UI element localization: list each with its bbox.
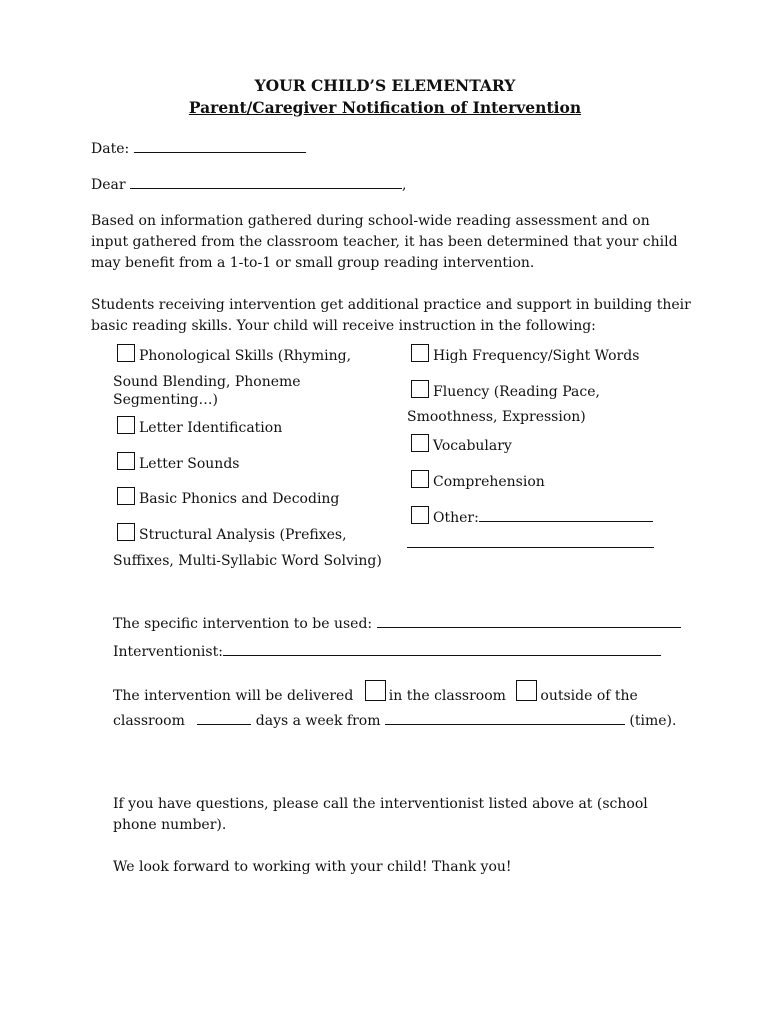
- specific-intervention-row: [113, 615, 681, 632]
- days-field[interactable]: [197, 712, 251, 725]
- date-row: [91, 140, 306, 157]
- delivery-label: The intervention will be delivered: [113, 688, 354, 704]
- schedule-row: [113, 712, 676, 729]
- fluency-line-2: Smoothness, Expression): [407, 409, 586, 425]
- vocabulary-label: Vocabulary: [433, 438, 512, 454]
- skills-paragraph: Students receiving intervention get additional practice and support in building their basic reading skills. Your child will receive instruction in the following:: [91, 297, 691, 334]
- date-label: Date:: [91, 141, 130, 157]
- date-field[interactable]: [134, 140, 306, 153]
- interventionist-field[interactable]: [223, 643, 661, 656]
- structural-analysis-checkbox[interactable]: [117, 523, 135, 541]
- days-week-label: days a week from: [255, 713, 381, 729]
- in-classroom-checkbox[interactable]: [365, 680, 386, 701]
- letter-identification-label: Letter Identification: [139, 420, 283, 436]
- high-frequency-label: High Frequency/Sight Words: [433, 348, 640, 364]
- skill-letter-identification: [117, 416, 282, 438]
- fluency-checkbox[interactable]: [411, 380, 429, 398]
- comprehension-label: Comprehension: [433, 474, 545, 490]
- letter-sounds-checkbox[interactable]: [117, 452, 135, 470]
- delivery-row: [113, 680, 638, 704]
- structural-analysis-label: Structural Analysis (Prefixes,: [139, 527, 347, 543]
- in-classroom-label: in the classroom: [388, 688, 506, 704]
- skill-structural-analysis: [117, 523, 347, 545]
- form-title: Parent/Caregiver Notification of Intervention: [188, 98, 582, 117]
- time-field[interactable]: [385, 712, 625, 725]
- comprehension-checkbox[interactable]: [411, 470, 429, 488]
- intro-paragraph: Based on information gathered during school-wide reading assessment and on input gathered from the classroom teacher, it has been determined that your child may benefit from a 1-to-1 or small group reading intervention.: [91, 213, 678, 271]
- interventionist-row: [113, 643, 661, 660]
- basic-phonics-checkbox[interactable]: [117, 487, 135, 505]
- high-frequency-checkbox[interactable]: [411, 344, 429, 362]
- interventionist-label: Interventionist:: [113, 644, 223, 660]
- skill-basic-phonics: [117, 487, 339, 509]
- basic-phonics-label: Basic Phonics and Decoding: [139, 491, 340, 507]
- school-name: YOUR CHILD’S ELEMENTARY: [254, 76, 516, 95]
- other-field[interactable]: [479, 509, 653, 522]
- time-label: (time).: [629, 713, 677, 729]
- skill-fluency: [411, 380, 600, 402]
- phonological-line-2: Sound Blending, Phoneme: [113, 374, 301, 390]
- skill-vocabulary: [411, 434, 512, 456]
- other-checkbox[interactable]: [411, 506, 429, 524]
- other-field-line-2[interactable]: [407, 535, 654, 548]
- letter-identification-checkbox[interactable]: [117, 416, 135, 434]
- phonological-checkbox[interactable]: [117, 344, 135, 362]
- skill-phonological: [117, 344, 351, 366]
- skill-other: [411, 506, 653, 528]
- dear-row: [91, 176, 406, 193]
- phonological-label: Phonological Skills (Rhyming,: [139, 348, 352, 364]
- other-label: Other:: [433, 510, 479, 526]
- questions-paragraph: If you have questions, please call the interventionist listed above at (school phone number).: [113, 796, 648, 833]
- thanks-paragraph: We look forward to working with your child! Thank you!: [113, 859, 512, 875]
- phonological-line-3: Segmenting…): [113, 392, 218, 408]
- specific-intervention-field[interactable]: [377, 615, 681, 628]
- recipient-name-field[interactable]: [130, 176, 402, 189]
- outside-classroom-checkbox[interactable]: [516, 680, 537, 701]
- fluency-label: Fluency (Reading Pace,: [433, 384, 600, 400]
- letter-sounds-label: Letter Sounds: [139, 456, 240, 472]
- outside-label: outside of the: [540, 688, 638, 704]
- dear-label: Dear: [91, 177, 126, 193]
- skill-high-frequency: [411, 344, 639, 366]
- classroom-label: classroom: [113, 713, 185, 729]
- other-line-2: [407, 535, 654, 552]
- vocabulary-checkbox[interactable]: [411, 434, 429, 452]
- skill-letter-sounds: [117, 452, 239, 474]
- skill-comprehension: [411, 470, 545, 492]
- specific-intervention-label: The specific intervention to be used:: [113, 616, 373, 632]
- structural-analysis-line-2: Suffixes, Multi-Syllabic Word Solving): [113, 553, 382, 569]
- dear-comma: ,: [402, 177, 407, 193]
